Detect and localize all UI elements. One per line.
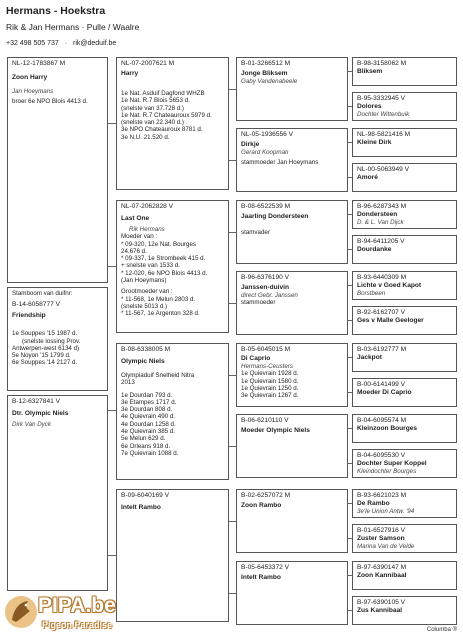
- g2-ring: B-05-6453372 V: [241, 564, 290, 571]
- g3-name: Dolores: [357, 103, 382, 110]
- dam-dam-name: Intelt Rambo: [121, 504, 161, 511]
- g3-ring: NL-00-5063949 V: [357, 166, 410, 173]
- g3-owner: D. & L. Van Dijck: [357, 219, 404, 226]
- g2-ring: B-96-6376190 V: [241, 274, 290, 281]
- sire-dam-info: 24.676 d.: [121, 247, 147, 255]
- g2-ring: B-08-6522539 M: [241, 203, 291, 210]
- subject-info: broer 6e NPO Blois 4413 d.: [12, 98, 88, 106]
- g3-card: [352, 128, 457, 157]
- g3-card: [352, 414, 457, 443]
- sire-dam-info: Grootmoeder van :: [121, 288, 173, 296]
- page-subtitle: Rik & Jan Hermans · Pulle / Waalre: [6, 22, 140, 32]
- g2-card: [236, 414, 348, 478]
- dam-name: Dtr. Olympic Niels: [12, 410, 69, 417]
- g3-name: Dochter Super Koppel: [357, 460, 427, 467]
- page-title: Hermans - Hoekstra: [6, 5, 106, 17]
- sire-dam-owner: Rik Hermans: [129, 226, 165, 233]
- dam-sire-info: 3e Etampes 1717 d.: [121, 398, 177, 406]
- phone-number: +32 498 505 737: [6, 40, 59, 47]
- stamboom-result: 5e Noyon '15 1799 d.: [12, 352, 71, 360]
- subject-name: Zoon Harry: [12, 74, 48, 81]
- g2-info: stamvader: [241, 229, 270, 236]
- sire-dam-info: Moeder van :: [121, 233, 158, 241]
- g3-ring: B-93-6621023 M: [357, 492, 407, 499]
- g3-name: Jackpot: [357, 354, 382, 361]
- email-link[interactable]: rik@deduif.be: [73, 40, 117, 47]
- dam-sire-info: 4e Quievrain 385 d.: [121, 428, 176, 436]
- sire-dam-name: Last One: [121, 215, 150, 222]
- g3-ring: B-04-6095574 M: [357, 417, 407, 424]
- sire-dam-info: * 09-337, 1e Strombeek 415 d.: [121, 255, 206, 263]
- g3-ring: B-92-6162707 V: [357, 309, 406, 316]
- g3-name: De Rambo: [357, 500, 390, 507]
- g3-card: [352, 378, 457, 407]
- dam-sire-info: 4e Quievrain 490 d.: [121, 413, 176, 421]
- g3-card: [352, 200, 457, 229]
- g2-ring: B-01-3266512 M: [241, 60, 291, 67]
- g2-name: Janssen-duivin: [241, 284, 290, 291]
- g3-name: Zoon Kannibaal: [357, 572, 407, 579]
- g3-ring: NL-98-5821416 M: [357, 131, 411, 138]
- g2-card: [236, 128, 348, 192]
- g2-info: 3e Quievrain 1267 d.: [241, 392, 299, 400]
- g3-card: [352, 561, 457, 590]
- g2-owner: Hermans-Ceusters: [241, 363, 293, 370]
- g2-card: [236, 561, 348, 625]
- g3-card: [352, 163, 457, 192]
- dam-dam-ring: B-09-6040169 V: [121, 492, 170, 499]
- g3-ring: B-96-6287343 M: [357, 203, 407, 210]
- g2-info: stammoeder Jan Hoeymans: [241, 159, 319, 167]
- sire-result: (snelste van 22.340 d.): [121, 119, 184, 127]
- g2-info: 1e Quievrain 1250 d.: [241, 384, 299, 392]
- stamboom-label: Stamboom van duifnr:: [12, 290, 73, 297]
- g3-owner: Borstbeen: [357, 290, 386, 297]
- dam-card: [7, 395, 108, 591]
- credit-text: Columba ®: [426, 627, 457, 633]
- g3-card: [352, 271, 457, 300]
- g3-name: Kleinzoon Bourges: [357, 425, 418, 432]
- dam-sire-info: 3e Dourdan 808 d.: [121, 406, 173, 414]
- dam-sire-info: 4e Dourdan 1258 d.: [121, 420, 176, 428]
- g2-owner: direct Gebr. Janssen: [241, 292, 298, 299]
- g2-card: [236, 200, 348, 264]
- g2-ring: B-06-6210110 V: [241, 417, 289, 424]
- sire-result: 3e NPO Chateauroux 8781 d.: [121, 126, 203, 134]
- stamboom-result: 6e Souppes '14 2127 d.: [12, 359, 78, 367]
- g2-info: 1e Quievrain 1928 d.: [241, 370, 299, 378]
- g3-owner: Marina Van de Velde: [357, 543, 415, 550]
- g2-card: [236, 57, 348, 121]
- g3-ring: B-98-3158062 M: [357, 60, 407, 67]
- sire-dam-ring: NL-07-2062828 V: [121, 203, 174, 210]
- sire-dam-info: (Jan Hoeymans): [121, 277, 167, 285]
- g3-owner: Dochter Wittenbuik: [357, 111, 410, 118]
- sire-result: (snelste van 37.728 d.): [121, 104, 184, 112]
- g3-card: [352, 57, 457, 86]
- g2-name: Dirkje: [241, 141, 260, 148]
- g3-card: [352, 489, 457, 518]
- sire-result: 1e Nat. R.7 Chateauroux 5979 d.: [121, 111, 212, 119]
- dam-sire-info: 5e Melun 629 d.: [121, 435, 166, 443]
- stamboom-name: Friendship: [12, 312, 46, 320]
- g3-name: Dondersteen: [357, 211, 398, 218]
- g2-card: [236, 489, 348, 553]
- pipa-logo[interactable]: [4, 590, 154, 636]
- g2-card: [236, 343, 348, 407]
- sire-result: 1e Nat. R.7 Blois 5653 d.: [121, 97, 190, 105]
- g3-card: [352, 306, 457, 335]
- dam-sire-info: 2013: [121, 379, 135, 387]
- dam-sire-info: Olympiaduif Snelheid Nitra: [121, 372, 195, 379]
- g3-name: Moeder Di Caprio: [357, 389, 412, 396]
- dam-sire-card: [116, 343, 229, 480]
- g3-ring: B-04-6095530 V: [357, 452, 406, 459]
- stamboom-card: [7, 287, 108, 391]
- g3-name: Kleine Dirk: [357, 139, 392, 146]
- dam-owner: Dirk Van Dyck: [12, 421, 51, 428]
- sire-dam-info: * 12-020, 6e NPO Blois 4413 d.: [121, 269, 208, 277]
- sire-dam-info: (snelste 5013 d.): [121, 302, 168, 310]
- g2-ring: NL-05-1936556 V: [241, 131, 294, 138]
- g3-card: [352, 92, 457, 121]
- g2-info: stammoeder: [241, 299, 276, 307]
- g3-name: Zuster Samson: [357, 535, 405, 542]
- g3-name: Zus Kannibaal: [357, 607, 403, 614]
- subject-owner: Jan Hoeymans: [12, 88, 54, 95]
- pigeon-logo-icon: [4, 592, 38, 632]
- subject-ring: NL-12-1783867 M: [12, 60, 66, 67]
- sire-dam-info: * 11-567, 1e Argenton 328 d.: [121, 310, 200, 318]
- logo-subtext: Pigeon Paradise: [42, 620, 113, 630]
- dam-sire-ring: B-08-6338005 M: [121, 346, 171, 353]
- g3-card: [352, 449, 457, 478]
- g3-ring: B-95-3332945 V: [357, 95, 406, 102]
- g3-ring: B-94-6411205 V: [357, 238, 405, 245]
- dam-ring: B-12-6327841 V: [12, 398, 61, 405]
- g3-name: Bliksem: [357, 68, 383, 75]
- g3-owner: Kleindochter Bourges: [357, 468, 417, 475]
- g2-card: [236, 271, 348, 335]
- g3-name: Lichte v Goed Kapot: [357, 282, 422, 289]
- g2-name: Moeder Olympic Niels: [241, 427, 310, 434]
- stamboom-ring: B-14-6058777 V: [12, 301, 61, 309]
- g2-ring: B-02-6257072 M: [241, 492, 291, 499]
- stamboom-result: Antwerpen-west 6134 d): [12, 344, 80, 352]
- g3-owner: 3e'le Union Antw. '94: [357, 508, 415, 515]
- dam-sire-info: 7e Quievrain 1088 d.: [121, 449, 179, 457]
- g3-card: [352, 343, 457, 372]
- logo-text: PIPA.be: [38, 594, 116, 617]
- subject-card: [7, 57, 108, 283]
- sire-card: [116, 57, 229, 190]
- g2-name: Intelt Rambo: [241, 574, 281, 581]
- g3-ring: B-01-6527916 V: [357, 527, 406, 534]
- dam-sire-name: Olympic Niels: [121, 358, 165, 365]
- g3-ring: B-03-6192777 M: [357, 346, 407, 353]
- g3-card: [352, 524, 457, 553]
- g2-owner: Gaby Vandenabeele: [241, 78, 298, 85]
- g2-ring: B-05-6045015 M: [241, 346, 291, 353]
- stamboom-result: 1e Souppes '15 1987 d.: [12, 330, 78, 338]
- g2-name: Jaarling Dondersteen: [241, 213, 309, 220]
- stamboom-result: (snelste lossing Prov.: [22, 337, 81, 345]
- g3-ring: B-00-6141499 V: [357, 381, 406, 388]
- dam-sire-info: 1e Dourdan 793 d.: [121, 391, 173, 399]
- sire-result: 3e N.U. 21.520 d.: [121, 133, 170, 141]
- sire-dam-info: * 11-568, 1e Melun 2803 d.: [121, 295, 196, 303]
- contact-line: +32 498 505 737 · rik@deduif.be: [6, 40, 117, 47]
- sire-ring: NL-07-2007621 M: [121, 60, 175, 67]
- dam-sire-info: 6e Orleans 918 d.: [121, 442, 171, 450]
- g2-info: 1e Quievrain 1580 d.: [241, 377, 299, 385]
- g3-ring: B-97-6390147 M: [357, 564, 407, 571]
- g3-card: [352, 596, 457, 625]
- g3-name: Ges v Malle Geeloger: [357, 317, 424, 324]
- g3-card: [352, 235, 457, 264]
- g2-owner: Gerard Koopman: [241, 149, 289, 156]
- g2-name: Jonge Bliksem: [241, 70, 288, 77]
- g3-ring: B-97-6390105 V: [357, 599, 406, 606]
- g3-name: Dourdanke: [357, 246, 392, 253]
- sire-result: 1e Nat. Asduif Dagfond WHZB: [121, 90, 205, 97]
- g2-name: Di Caprio: [241, 355, 271, 362]
- g2-name: Zoon Rambo: [241, 502, 282, 509]
- sire-dam-card: [116, 200, 229, 333]
- sire-dam-info: + snelste van 1533 d.: [121, 262, 180, 270]
- sire-dam-info: * 09-320, 12e Nat. Bourges: [121, 240, 196, 248]
- g3-name: Amoré: [357, 174, 378, 181]
- sire-name: Harry: [121, 70, 139, 77]
- g3-ring: B-93-6440309 M: [357, 274, 407, 281]
